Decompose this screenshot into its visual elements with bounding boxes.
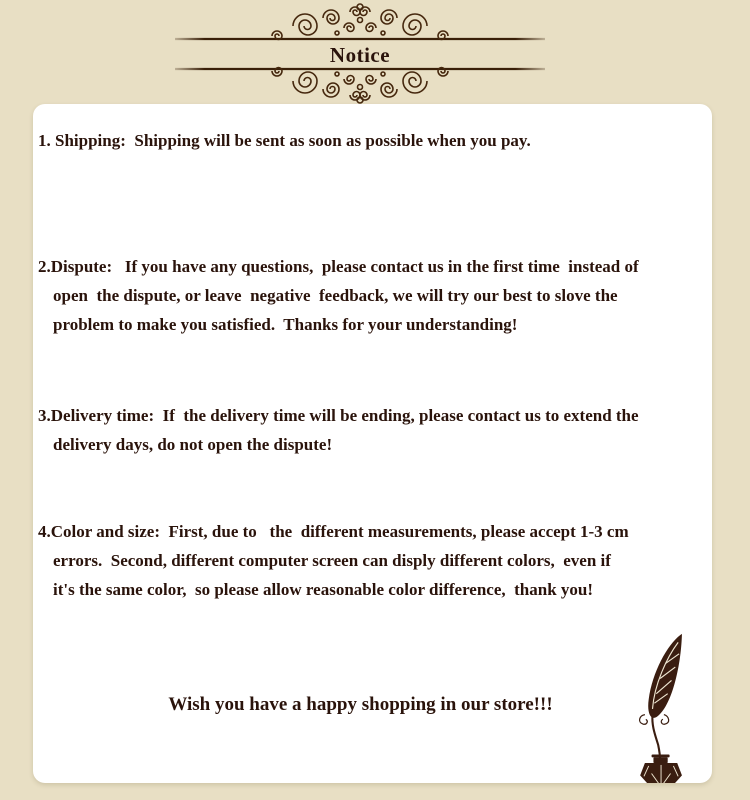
notice-line: it's the same color, so please allow reasonable color difference, thank you!	[53, 580, 594, 599]
notice-line: 2.Dispute: If you have any questions, please contact us in the first time instead of	[38, 257, 639, 276]
notice-line: 4.Color and size: First, due to the different measurements, please accept 1-3 cm	[38, 522, 629, 541]
page-title: Notice	[329, 43, 391, 67]
notice-line: errors. Second, different computer screen can disply different colors, even if	[53, 551, 611, 570]
notice-item-shipping	[33, 126, 712, 155]
notice-panel	[33, 104, 712, 783]
notice-line: 3.Delivery time: If the delivery time will be ending, please contact us to extend the	[38, 406, 639, 425]
notice-line: problem to make you satisfied. Thanks for your understanding!	[53, 315, 518, 334]
notice-item-delivery-time	[33, 401, 712, 459]
notice-line: 1. Shipping: Shipping will be sent as soon as possible when you pay.	[38, 131, 531, 150]
notice-item-color-and-size	[33, 517, 712, 604]
notice-item-dispute	[33, 252, 712, 339]
notice-header	[0, 0, 750, 110]
notice-line: open the dispute, or leave negative feedback, we will try our best to slove the	[53, 286, 618, 305]
footer-message: Wish you have a happy shopping in our store!!!	[168, 694, 553, 715]
notice-line: delivery days, do not open the dispute!	[53, 435, 333, 454]
quill-pen-ink-bottle-icon	[624, 631, 700, 783]
